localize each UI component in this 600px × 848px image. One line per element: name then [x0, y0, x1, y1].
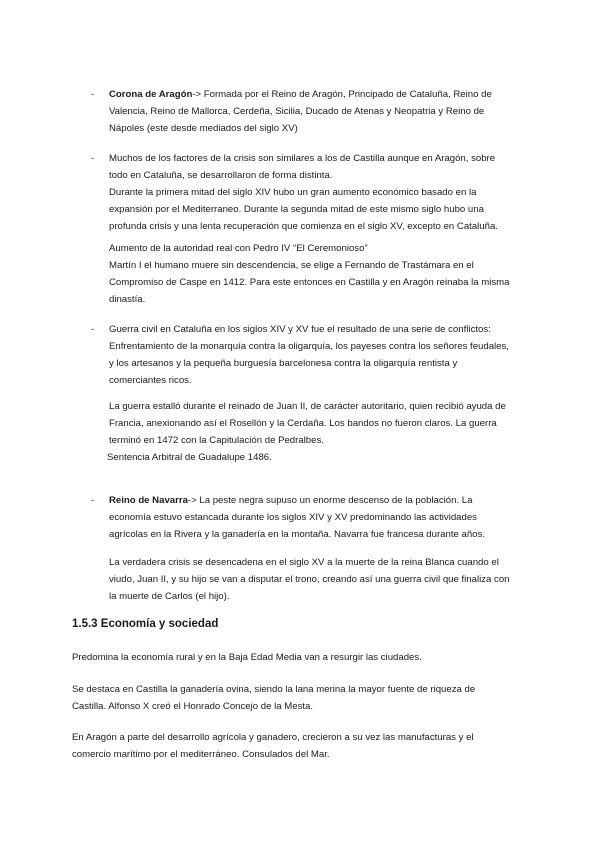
bullet-dash: -: [91, 495, 95, 506]
bullet-line: y los artesanos y la pequeña burguesía barcelonesa contra la oligarquía rentista y: [109, 358, 458, 369]
bullet-line: profunda crisis y una lenta recuperación que comienza en el siglo XV, excepto en Cataluña.: [109, 221, 498, 232]
bullet-line: Valencia, Reino de Mallorca, Cerdeña, Sicilia, Ducado de Atenas y Neopatria y Reino de: [109, 106, 485, 117]
bullet-line: comerciantes ricos.: [109, 375, 192, 386]
bullet-guerra-civil-extra: [109, 398, 529, 466]
bullet-line: Muchos de los factores de la crisis son similares a los de Castilla aunque en Aragón, sobre: [109, 153, 496, 164]
paragraph-line: Se destaca en Castilla la ganadería ovina, siendo la lana merina la mayor fuente de riqueza de: [72, 684, 476, 695]
bullet-line: La guerra estalló durante el reinado de Juan II, de carácter autoritario, quien recibió ayuda de: [109, 401, 506, 412]
bullet-line: Corona de Aragón-> Formada por el Reino de Aragón, Principado de Cataluña, Reino de: [109, 89, 492, 100]
bullet-line: Guerra civil en Cataluña en los siglos XIV y XV fue el resultado de una serie de conflictos:: [109, 324, 491, 335]
bullet-crisis-aragon-extra: [109, 240, 529, 308]
bullet-line: expansión por el Mediterraneo. Durante la segunda mitad de este mismo siglo hubo una: [109, 204, 484, 215]
paragraph: [72, 729, 522, 763]
section-heading: 1.5.3 Economía y sociedad: [72, 618, 219, 630]
bullet-bold-term: Corona de Aragón: [109, 89, 193, 100]
bullet-line: viudo, Juan II, y su hijo se van a disputar el trono, creando así una guerra civil que finaliza con: [109, 574, 510, 585]
bullet-line: Enfrentamiento de la monarquía contra la oligarquía, los payeses contra los señores feudales,: [109, 341, 509, 352]
bullet-line: dinastía.: [109, 294, 146, 305]
bullet-crisis-aragon: [109, 150, 529, 235]
bullet-reino-navarra-extra: [109, 554, 529, 605]
bullet-line: la muerte de Carlos (el hijo).: [109, 591, 230, 602]
bullet-line: Francia, anexionando así el Rosellón y la Cerdaña. Los bandos no fueron claros. La guerra: [109, 418, 497, 429]
paragraph-line: Predomina la economía rural y en la Baja Edad Media van a resurgir las ciudades.: [72, 652, 422, 663]
bullet-line: economía estuvo estancada durante los siglos XIV y XV predominando las actividades: [109, 512, 477, 523]
paragraph-line: En Aragón a parte del desarrollo agrícola y ganadero, crecieron a su vez las manufacturas y el: [72, 732, 474, 743]
bullet-line: Aumento de la autoridad real con Pedro IV “El Ceremonioso”: [109, 243, 368, 254]
bullet-line: Compromiso de Caspe en 1412. Para este entonces en Castilla y en Aragón reinaba la misma: [109, 277, 510, 288]
bullet-dash: -: [91, 324, 95, 335]
bullet-line: terminó en 1472 con la Capitulación de Pedralbes.: [109, 435, 324, 446]
paragraph: [72, 649, 522, 666]
paragraph-line: Castilla. Alfonso X creó el Honrado Concejo de la Mesta.: [72, 701, 314, 712]
bullet-line: Nápoles (este desde mediados del siglo XV): [109, 123, 298, 134]
paragraph: [72, 681, 522, 715]
bullet-line: todo en Cataluña, se desarrollaron de forma distinta.: [109, 170, 333, 181]
bullet-line: Martín I el humano muere sin descendencia, se elige a Fernando de Trastámara en el: [109, 260, 474, 271]
bullet-corona-aragon: [109, 86, 529, 137]
paragraph-line: comercio marítimo por el mediterráneo. Consulados del Mar.: [72, 749, 330, 760]
bullet-line: Durante la primera mitad del siglo XIV hubo un gran aumento económico basado en la: [109, 187, 477, 198]
bullet-dash: -: [91, 153, 95, 164]
bullet-line: La verdadera crisis se desencadena en el siglo XV a la muerte de la reina Blanca cuando el: [109, 557, 499, 568]
bullet-bold-term: Reino de Navarra: [109, 495, 188, 506]
bullet-dash: -: [91, 89, 95, 100]
bullet-line: agrícolas en la Rivera y la ganadería en la montaña. Navarra fue francesa durante años.: [109, 529, 485, 540]
bullet-line: Sentencia Arbitral de Guadalupe 1486.: [107, 452, 272, 463]
bullet-reino-navarra: [109, 492, 529, 543]
bullet-guerra-civil: [109, 321, 529, 389]
bullet-line: Reino de Navarra-> La peste negra supuso un enorme descenso de la población. La: [109, 495, 473, 506]
